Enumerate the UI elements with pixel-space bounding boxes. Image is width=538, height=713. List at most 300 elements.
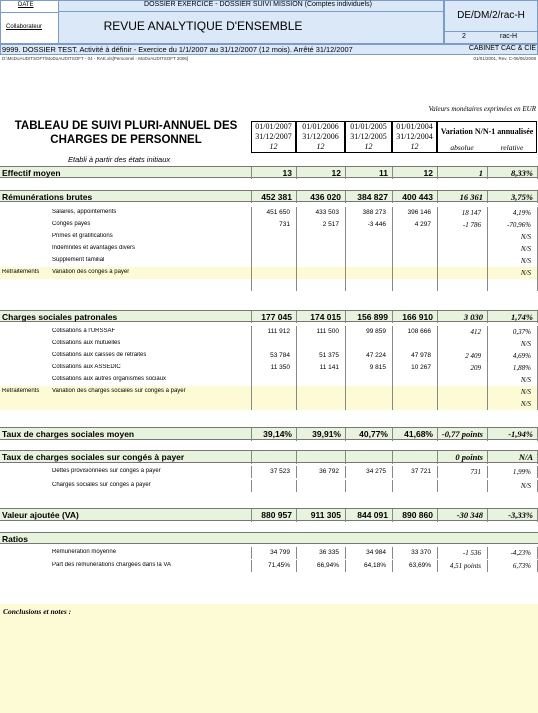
- row-label: Taux de charges sociales moyen: [2, 429, 135, 439]
- row-value: 436 020: [310, 191, 341, 202]
- detail-value: -3 446: [367, 221, 386, 228]
- detail-row: [0, 231, 538, 243]
- detail-variation-relative: 1,99%: [512, 468, 531, 476]
- row-value: 156 899: [357, 311, 388, 322]
- grid-line: [345, 466, 346, 478]
- date-label: DATE: [18, 2, 34, 8]
- detail-variation-relative: N/S: [520, 400, 531, 408]
- grid-line: [437, 451, 438, 464]
- grid-line: [392, 207, 393, 219]
- period-start-date: 01/01/2005: [350, 122, 387, 131]
- grid-line: [392, 311, 393, 323]
- detail-variation-absolute: 731: [470, 468, 481, 476]
- conclusions-area[interactable]: [0, 604, 538, 713]
- grid-line: [487, 386, 488, 398]
- period-months: 12: [269, 142, 278, 151]
- grid-line: [296, 167, 297, 179]
- grid-line: [296, 466, 297, 478]
- table-title-line-1: TABLEAU DE SUIVI PLURI-ANNUEL DES: [14, 120, 238, 132]
- grid-line: [296, 326, 297, 338]
- grid-line: [296, 191, 297, 203]
- grid-line: [345, 255, 346, 267]
- detail-row: [0, 267, 538, 279]
- grid-line: [437, 207, 438, 219]
- header-top-title: DOSSIER EXERCICE - DOSSIER SUIVI MISSION (Comptes individuels): [144, 1, 372, 8]
- grid-line: [392, 167, 393, 179]
- detail-label: Charges sociales sur congés à payer: [52, 482, 151, 488]
- period-header-1: [251, 121, 296, 153]
- variation-absolute: -30 348: [456, 510, 483, 520]
- grid-line: [437, 560, 438, 572]
- detail-value: 34 275: [366, 468, 386, 475]
- grid-line: [345, 386, 346, 398]
- detail-label: Cotisations aux mutuelles: [52, 340, 121, 346]
- effectif-row: [0, 166, 538, 178]
- retraitements-label: Retraitements: [2, 269, 40, 275]
- detail-variation-relative: N/S: [520, 388, 531, 396]
- grid-line: [251, 326, 252, 338]
- detail-label: Indemnités et avantages divers: [52, 245, 136, 251]
- grid-line: [437, 466, 438, 478]
- detail-value: 34 799: [270, 549, 290, 556]
- grid-line: [437, 338, 438, 350]
- detail-label: Rémunération moyenne: [52, 549, 117, 555]
- grid-line: [392, 547, 393, 559]
- grid-line: [487, 231, 488, 243]
- grid-line: [437, 311, 438, 323]
- detail-value: 388 273: [362, 209, 386, 216]
- row-value: 384 827: [357, 191, 388, 202]
- grid-line: [251, 279, 252, 291]
- grid-line: [437, 219, 438, 231]
- reference-number: 2: [462, 33, 466, 40]
- grid-line: [437, 480, 438, 492]
- dossier-line: 9999. DOSSIER TEST. Activité à définir - Exercice du 1/1/2007 au 31/12/2007 (12 mois). Arrêté 31/12/2007: [2, 45, 353, 54]
- detail-value: 51 375: [319, 352, 339, 359]
- grid-line: [487, 398, 488, 410]
- header-ref-band: [444, 0, 538, 44]
- detail-value: 111 912: [267, 328, 290, 335]
- detail-variation-absolute: 2 409: [465, 352, 481, 360]
- variation-absolute-label: absolue: [450, 143, 474, 152]
- detail-row: [0, 219, 538, 231]
- retraitements-label: Retraitements: [2, 388, 40, 394]
- grid-line: [487, 480, 488, 492]
- grid-line: [437, 231, 438, 243]
- grid-line: [345, 398, 346, 410]
- detail-label: Cotisations aux autres organismes sociaux: [52, 376, 167, 382]
- detail-value: 33 370: [411, 549, 431, 556]
- grid-line: [487, 338, 488, 350]
- grid-line: [296, 350, 297, 362]
- grid-line: [345, 374, 346, 386]
- period-end-date: 31/12/2007: [255, 132, 292, 141]
- detail-value: 37 721: [411, 468, 431, 475]
- grid-line: [392, 338, 393, 350]
- detail-label: Congés payés: [52, 221, 91, 227]
- grid-line: [345, 207, 346, 219]
- detail-label: Variation des charges sociales sur congés à payer: [52, 388, 186, 394]
- period-end-date: 31/12/2006: [302, 132, 339, 141]
- row-label: Charges sociales patronales: [2, 311, 118, 322]
- detail-variation-absolute: 18 147: [461, 209, 481, 217]
- detail-label: Part des rémunérations chargées dans la VA: [52, 562, 171, 568]
- valeur-ajoutee-row: [0, 508, 538, 521]
- grid-line: [251, 255, 252, 267]
- detail-variation-absolute: -1 536: [462, 549, 481, 557]
- grid-line: [251, 167, 252, 179]
- variation-relative: -3,33%: [508, 510, 533, 520]
- grid-line: [345, 509, 346, 522]
- detail-row: [0, 398, 538, 410]
- grid-line: [487, 191, 488, 203]
- period-start-date: 01/01/2007: [255, 122, 292, 131]
- grid-line: [296, 243, 297, 255]
- grid-line: [437, 509, 438, 522]
- grid-line: [251, 338, 252, 350]
- grid-line: [487, 547, 488, 559]
- detail-value: 36 335: [319, 549, 339, 556]
- grid-line: [251, 386, 252, 398]
- detail-value: 4 297: [414, 221, 431, 228]
- detail-label: Variation des congés à payer: [52, 269, 130, 275]
- period-months: 12: [364, 142, 373, 151]
- row-value: 880 957: [261, 510, 292, 520]
- detail-row: [0, 374, 538, 386]
- detail-variation-relative: N/S: [520, 376, 531, 384]
- row-label: Ratios: [2, 534, 28, 544]
- grid-line: [251, 267, 252, 279]
- grid-line: [392, 279, 393, 291]
- grid-line: [345, 451, 346, 464]
- detail-variation-relative: -70,96%: [507, 221, 531, 229]
- row-label: Effectif moyen: [2, 167, 61, 178]
- grid-line: [487, 255, 488, 267]
- detail-variation-relative: N/S: [520, 482, 531, 490]
- grid-line: [392, 326, 393, 338]
- row-value: 41,68%: [404, 429, 433, 439]
- row-value: 166 910: [402, 311, 433, 322]
- grid-line: [437, 243, 438, 255]
- grid-line: [251, 362, 252, 374]
- grid-line: [392, 451, 393, 464]
- grid-line: [392, 219, 393, 231]
- grid-line: [251, 243, 252, 255]
- detail-row: [0, 207, 538, 219]
- grid-line: [345, 191, 346, 203]
- currency-note: Valeurs monétaires exprimées en EUR: [428, 105, 536, 113]
- grid-line: [345, 326, 346, 338]
- row-value: 400 443: [402, 191, 433, 202]
- detail-variation-absolute: 4,51 points: [449, 562, 481, 570]
- row-label: Taux de charges sociales sur congés à payer: [2, 452, 185, 462]
- variation-relative: -1,94%: [508, 429, 533, 439]
- detail-row: [0, 243, 538, 255]
- detail-row: [0, 466, 538, 478]
- grid-line: [296, 560, 297, 572]
- variation-absolute: 3 030: [463, 311, 483, 322]
- grid-line: [392, 374, 393, 386]
- grid-line: [487, 428, 488, 441]
- collaborateur-label: Collaborateur: [6, 24, 43, 30]
- detail-label: Salaires, appointements: [52, 209, 117, 215]
- grid-line: [345, 428, 346, 441]
- row-value: 911 305: [310, 510, 341, 520]
- grid-line: [487, 509, 488, 522]
- grid-line: [437, 428, 438, 441]
- grid-line: [251, 451, 252, 464]
- period-start-date: 01/01/2006: [302, 122, 339, 131]
- grid-line: [437, 279, 438, 291]
- grid-line: [392, 243, 393, 255]
- grid-line: [345, 279, 346, 291]
- grid-line: [251, 398, 252, 410]
- grid-line: [437, 374, 438, 386]
- grid-line: [437, 167, 438, 179]
- grid-line: [296, 547, 297, 559]
- detail-value: 433 503: [315, 209, 339, 216]
- row-value: 844 091: [357, 510, 388, 520]
- remunerations-row: [0, 190, 538, 202]
- grid-line: [296, 480, 297, 492]
- grid-line: [296, 398, 297, 410]
- detail-value: 36 792: [319, 468, 339, 475]
- grid-line: [437, 386, 438, 398]
- grid-line: [345, 480, 346, 492]
- grid-line: [296, 451, 297, 464]
- detail-value: 2 517: [322, 221, 339, 228]
- grid-line: [487, 207, 488, 219]
- detail-value: 99 859: [366, 328, 386, 335]
- grid-line: [487, 279, 488, 291]
- grid-line: [392, 480, 393, 492]
- detail-variation-relative: N/S: [520, 245, 531, 253]
- grid-line: [251, 207, 252, 219]
- grid-line: [251, 428, 252, 441]
- grid-line: [345, 219, 346, 231]
- period-header-4: [392, 121, 437, 153]
- grid-line: [487, 362, 488, 374]
- grid-line: [251, 311, 252, 323]
- charges-sociales-row: [0, 310, 538, 322]
- grid-line: [437, 398, 438, 410]
- grid-line: [345, 350, 346, 362]
- ratios-row: [0, 532, 538, 544]
- grid-line: [392, 386, 393, 398]
- grid-line: [251, 509, 252, 522]
- grid-line: [296, 279, 297, 291]
- period-end-date: 31/12/2004: [396, 132, 433, 141]
- grid-line: [437, 547, 438, 559]
- grid-line: [345, 362, 346, 374]
- grid-line: [296, 386, 297, 398]
- variation-relative-label: relative: [500, 143, 524, 152]
- row-label: Valeur ajoutée (VA): [2, 510, 79, 520]
- detail-row: [0, 338, 538, 350]
- grid-line: [296, 338, 297, 350]
- grid-line: [437, 191, 438, 203]
- detail-value: 11 350: [270, 364, 290, 371]
- detail-variation-relative: N/S: [520, 233, 531, 241]
- grid-line: [251, 350, 252, 362]
- grid-line: [487, 311, 488, 323]
- detail-row: [0, 480, 538, 492]
- grid-line: [487, 243, 488, 255]
- grid-line: [392, 560, 393, 572]
- row-value: 39,14%: [263, 429, 292, 439]
- detail-variation-absolute: -1 786: [462, 221, 481, 229]
- row-value: 39,91%: [312, 429, 341, 439]
- detail-value: 10 267: [411, 364, 431, 371]
- detail-label: Cotisations à l'URSSAF: [52, 328, 116, 334]
- grid-line: [251, 219, 252, 231]
- grid-line: [345, 243, 346, 255]
- reference-code: rac-H: [500, 33, 518, 40]
- document-reference: DE/DM/2/rac-H: [457, 10, 525, 21]
- table-title: [2, 119, 250, 157]
- grid-line: [296, 255, 297, 267]
- grid-line: [437, 255, 438, 267]
- detail-variation-relative: 6,73%: [512, 562, 531, 570]
- detail-variation-relative: N/S: [520, 269, 531, 277]
- detail-value: 37 523: [270, 468, 290, 475]
- detail-value: 64,18%: [363, 562, 386, 569]
- grid-line: [487, 167, 488, 179]
- detail-row: [0, 279, 538, 291]
- detail-row: [0, 326, 538, 338]
- document-header: [0, 0, 538, 60]
- grid-line: [487, 374, 488, 386]
- detail-value: 396 146: [407, 209, 431, 216]
- grid-line: [251, 547, 252, 559]
- grid-line: [296, 362, 297, 374]
- variation-absolute: 1: [478, 167, 483, 178]
- grid-line: [251, 374, 252, 386]
- row-value: 12: [423, 167, 433, 178]
- grid-line: [345, 231, 346, 243]
- grid-line: [392, 466, 393, 478]
- detail-variation-relative: 0,37%: [512, 328, 531, 336]
- detail-value: 731: [279, 221, 290, 228]
- detail-value: 451 650: [266, 209, 290, 216]
- variation-absolute: 0 points: [455, 452, 483, 462]
- grid-line: [487, 267, 488, 279]
- grid-line: [345, 338, 346, 350]
- grid-line: [392, 362, 393, 374]
- detail-variation-absolute: 209: [470, 364, 481, 372]
- taux-conges-row: [0, 450, 538, 463]
- detail-row: [0, 547, 538, 559]
- grid-line: [437, 362, 438, 374]
- grid-line: [487, 219, 488, 231]
- grid-line: [487, 560, 488, 572]
- grid-line: [392, 191, 393, 203]
- detail-label: Dettes provisionnées sur congés à payer: [52, 468, 161, 474]
- grid-line: [392, 267, 393, 279]
- variation-title: Variation N/N-1 annualisée: [440, 127, 534, 136]
- detail-value: 47 978: [411, 352, 431, 359]
- detail-row: [0, 560, 538, 572]
- taux-moyen-row: [0, 427, 538, 440]
- grid-line: [437, 326, 438, 338]
- detail-label: Cotisations aux ASSEDIC: [52, 364, 121, 370]
- row-value: 890 860: [402, 510, 433, 520]
- detail-variation-absolute: 412: [470, 328, 481, 336]
- grid-line: [392, 350, 393, 362]
- row-value: 13: [282, 167, 292, 178]
- variation-absolute: -0,77 points: [441, 429, 483, 439]
- grid-line: [296, 207, 297, 219]
- detail-variation-relative: 4,69%: [512, 352, 531, 360]
- detail-value: 11 141: [319, 364, 339, 371]
- period-end-date: 31/12/2005: [350, 132, 387, 141]
- cabinet-name: CABINET CAC & CIE: [468, 45, 536, 52]
- grid-line: [345, 267, 346, 279]
- detail-variation-relative: N/S: [520, 340, 531, 348]
- row-value: 452 381: [261, 191, 292, 202]
- grid-line: [345, 311, 346, 323]
- detail-value: 47 224: [366, 352, 386, 359]
- grid-line: [296, 509, 297, 522]
- file-path: D:\McDoAUDITSOFT\MoDoAUDITSOFT - 04 - RAE.xls[Personnel - MoDoAUDITSOFT 2006]: [2, 56, 189, 61]
- grid-line: [251, 231, 252, 243]
- row-value: 177 045: [261, 311, 292, 322]
- detail-value: 111 500: [316, 328, 339, 335]
- grid-line: [487, 451, 488, 464]
- table-note: Etabli à partir des états initiaux: [68, 155, 171, 164]
- grid-line: [251, 466, 252, 478]
- table-title-line-2: CHARGES DE PERSONNEL: [50, 134, 202, 146]
- detail-row: [0, 255, 538, 267]
- row-value: 40,77%: [359, 429, 388, 439]
- grid-line: [251, 560, 252, 572]
- variation-absolute: 16 361: [459, 191, 483, 202]
- period-start-date: 01/01/2004: [396, 122, 433, 131]
- grid-line: [392, 255, 393, 267]
- period-months: 12: [316, 142, 325, 151]
- detail-value: 34 984: [366, 549, 386, 556]
- detail-label: Cotisations aux caisses de retraites: [52, 352, 147, 358]
- detail-row: [0, 386, 538, 398]
- period-header-3: [345, 121, 392, 153]
- row-value: 174 015: [310, 311, 341, 322]
- variation-relative: 3,75%: [511, 191, 533, 202]
- detail-row: [0, 350, 538, 362]
- grid-line: [296, 231, 297, 243]
- row-label: Rémunérations brutes: [2, 191, 93, 202]
- grid-line: [437, 267, 438, 279]
- detail-variation-relative: 4,19%: [512, 209, 531, 217]
- grid-line: [296, 374, 297, 386]
- row-value: 11: [379, 167, 388, 178]
- grid-line: [296, 219, 297, 231]
- grid-line: [296, 311, 297, 323]
- grid-line: [345, 560, 346, 572]
- grid-line: [487, 350, 488, 362]
- variation-relative: 8,33%: [511, 167, 533, 178]
- grid-line: [392, 509, 393, 522]
- detail-value: 71,45%: [267, 562, 290, 569]
- grid-line: [392, 428, 393, 441]
- detail-value: 53 784: [270, 352, 290, 359]
- grid-line: [345, 167, 346, 179]
- grid-line: [487, 326, 488, 338]
- detail-label: Supplément familial: [52, 257, 105, 263]
- grid-line: [251, 480, 252, 492]
- detail-label: Primes et gratifications: [52, 233, 113, 239]
- row-value: 12: [331, 167, 341, 178]
- detail-value: 63,69%: [408, 562, 431, 569]
